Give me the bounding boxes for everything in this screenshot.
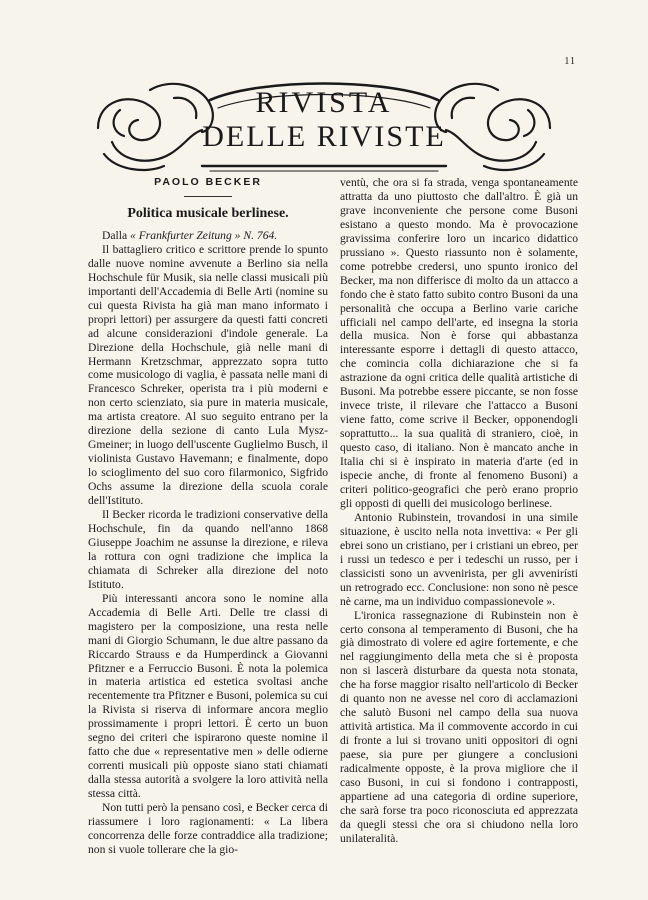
paragraph: Più interessanti ancora sono le nomine alla Accademia di Belle Arti. Delle tre classi di magistero per la composizione, una resta nelle mani di Giorgio Schumann, le due altre passano da Riccardo Strauss e da Humperdinck a Giovanni Pfitzner e a Ferruccio Busoni. È nota la polemica in materia artistica ed estetica svoltasi anche recentemente tra Pfitzner e Busoni, polemica su cui la Rivista si riserva di informare ancora meglio prossimamente i propri lettori. È certo un buon segno dei criteri che ispirarono queste nomine il fatto che due « representative men » delle odierne correnti musicali più opposte siano stati chiamati dalla stessa autorità a svolgere la loro attività nella stessa città. bbox=[88, 591, 328, 801]
paragraph: Antonio Rubinstein, trovandosi in una simile situazione, è uscito nella nota invettiva: « Per gli ebrei sono un cristiano, per i cristiani un ebreo, per i russi un tedesco e per i tedeschi un russo, per i classicisti sono un avvenirista, per gli avvenirísti un retrogrado ecc. Conclusione: non sono nè pesce nè carne, ma un individuo compassionevole ». bbox=[340, 510, 578, 608]
right-column bbox=[340, 176, 578, 846]
divider bbox=[184, 196, 232, 197]
section-title bbox=[90, 86, 558, 154]
section-title-line1: RIVISTA bbox=[255, 86, 393, 119]
page-number: 11 bbox=[564, 56, 576, 67]
paragraph: Il battagliero critico e scrittore prende lo spunto dalle nuove nomine avvenute a Berlino sia nella Hochschule für Musik, sia nelle classi musicali più importanti dell'Accademia di Belle Arti (nomine su cui questa Rivista ha già man mano informato i propri lettori) per assurgere da questi fatti concreti ad alcune considerazioni d'indole generale. La Direzione della Hochschule, già nelle mani di Hermann Kretzschmar, apprezzato sopra tutto come musicologo di vaglia, è passata nelle mani di Francesco Schreker, operista tra i più moderni e non certo scienziato, sia pure in materia musicale, ma artista creatore. Al suo seguito entrano per la direzione della sezione di canto Lula Mysz-Gmeiner; in luogo dell'uscente Guglielmo Busch, il violinista Gustavo Havemann; e finalmente, dopo lo scioglimento del suo coro filarmonico, Sigfrido Ochs assume la direzione della scuola corale dell'Istituto. bbox=[88, 242, 328, 508]
section-header bbox=[90, 70, 558, 178]
paragraph: Il Becker ricorda le tradizioni conservative della Hochschule, fin da quando nell'anno 1868 Giuseppe Joachim ne assunse la direzione, e rileva la rottura con ogni tradizione che implica la chiamata di Schreker alla direzione del noto Istituto. bbox=[88, 508, 328, 591]
article-title: Politica musicale berlinese. bbox=[127, 205, 289, 221]
article-author: PAOLO BECKER bbox=[154, 176, 262, 188]
source-prefix: Dalla bbox=[102, 228, 128, 242]
paragraph: ventù, che ora si fa strada, venga spontaneamente attratta da uno piuttosto che dall'altro. È già un grave inconveniente che persone come Busoni esistano a questo mondo. Ma è provocazione gravissima conferire loro un incarico didattico prussiano ». Questo riassunto non è solamente, come potrebbe credersi, uno spunto ironico del Becker, ma non differisce di molto da un attacco a fondo che è stato fatto subito contro Busoni da una personalità che occupa a Berlino varie cariche ufficiali nel campo dell'arte, ed insegna la storia della musica. Non è forse qui abbastanza interessante esporre i dettagli di questo attacco, che comincia colla dichiarazione che si fa astrazione da ogni critica delle qualità artistiche di Busoni. Ma potrebbe essere piccante, se non fosse invece triste, il rilevare che l'attacco a Busoni viene fatto, come scrive il Becker, opponendogli soprattutto... la sua qualità di straniero, cioè, in questo caso, di italiano. Non è mancato anche in Italia chi si è inspirato in materia d'arte (ed in ispecie anche, di fronte al fenomeno Busoni) a criteri politico-geografici che però erano proprio gli opposti di quelli dei musicologo berlinese. bbox=[340, 176, 578, 510]
paragraph: Non tutti però la pensano così, e Becker cerca di riassumere i loro ragionamenti: « La libera concorrenza delle forze contraddice alla tradizione; non si vuole tollerare che la gio- bbox=[88, 801, 328, 856]
section-title-line2: DELLE RIVISTE bbox=[202, 120, 446, 153]
left-column bbox=[88, 176, 328, 857]
paragraph: L'ironica rassegnazione di Rubinstein non è certo consona al temperamento di Busoni, che ha già dimostrato di volere ed agire fortemente, e che nel raggiungimento della meta che si è proposta non si lascerà disturbare da questa nota stonata, che ha forse maggior risalto nell'articolo di Becker di quanto non ne avesse nel coro di acclamazioni che salutò Busoni nel campo della sua nuova attività artistica. Ma il commovente accordo in cui di fronte a lui si trovano uniti oppositori di ogni paese, sia pure per giungere a conclusioni radicalmente opposte, è la prova migliore che il caso Busoni, in cui si fondono i contrapposti, appartiene ad una categoria di ordine superiore, che sarà forse tra poco riconosciuta ed apprezzata da quegli stessi che ora si chiudono nella loro unilateralità. bbox=[340, 608, 578, 845]
article-source bbox=[88, 229, 328, 243]
source-journal: « Frankfurter Zeitung » N. 764. bbox=[130, 228, 278, 242]
